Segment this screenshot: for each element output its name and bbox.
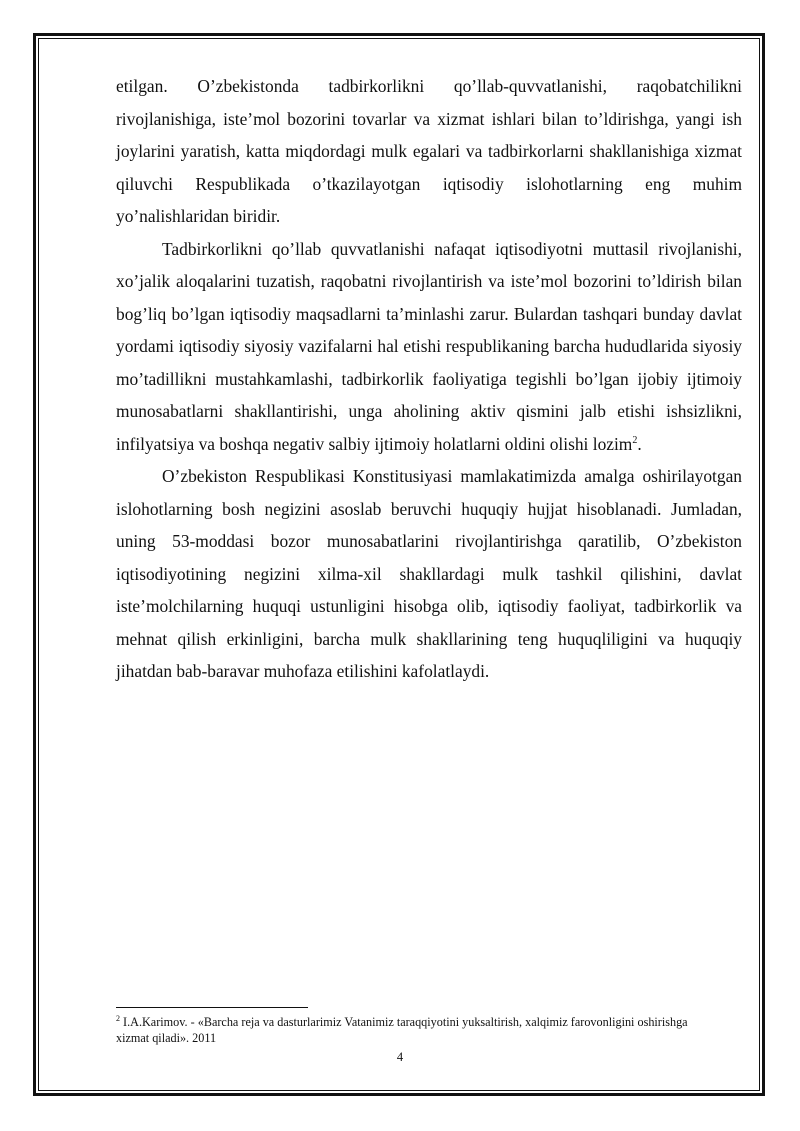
paragraph-2 [116,233,742,461]
paragraph-3-text: O’zbekiston Respublikasi Konstitusiyasi mamlakatimizda amalga oshirilayotgan islohotlarning bosh negizini asoslab beruvchi huquqiy hujjat hisoblanadi. Jumladan, uning 53-moddasi bozor munosabatlarini rivojlantirishga qaratilib, O’zbekiston iqtisodiyotining negizini xilma-xil shakllardagi mulk tashkil qilishini, davlat iste’molchilarning huquqi ustunligini hisobga olib, iqtisodiy faoliyat, tadbirkorlik va mehnat qilish erkinligini, barcha mulk shakllarining teng huquqliligini va huquqiy jihatdan bab-baravar muhofaza etilishini kafolatlaydi. [116,466,742,681]
footnote-text: I.A.Karimov. - «Barcha reja va dasturlarimiz Vatanimiz taraqqiyotini yuksaltirish, xalqimiz farovonligini oshirishga xizmat qiladi». 2011 [116,1015,688,1045]
footnote-reference[interactable]: 2 [632,434,638,446]
paragraph-2-tail: . [637,433,642,454]
footnote-mark: 2 [116,1013,120,1023]
footnote [116,1014,716,1046]
footnote-separator [116,1007,308,1008]
paragraph-1-text: etilgan. O’zbekistonda tadbirkorlikni qo’llab-quvvatlanishi, raqobatchilikni rivojlanishiga, iste’mol bozorini tovarlar va xizmat ishlari bilan to’ldirishga, yangi ish joylarini yaratish, katta miqdordagi mulk egalari va tadbirkorlarni shakllanishiga xizmat qiluvchi Respublikada o’tkazilayotgan iqtisodiy islohotlarning eng muhim yo’nalishlaridan biridir. [116,76,742,226]
paragraph-2-text: Tadbirkorlikni qo’llab quvvatlanishi nafaqat iqtisodiyotni muttasil rivojlanishi, xo’jalik aloqalarini tuzatish, raqobatni rivojlantirish va iste’mol bozorini to’ldirish bilan bog’liq bo’lgan iqtisodiy maqsadlarni ta’minlashi zarur. Bulardan tashqari bunday davlat yordami iqtisodiy siyosiy vazifalarni hal etishi respublikaning barcha hududlarida siyosiy mo’tadillikni mustahkamlashi, tadbirkorlik faoliyatiga tegishli bo’lgan ijobiy ijtimoiy munosabatlarni shakllantirishi, unga aholining aktiv qismini jalb etishi ishsizlikni, infilyatsiya va boshqa negativ salbiy ijtimoiy holatlarni oldini olishi lozim [116,238,742,454]
paragraph-1 [116,70,742,233]
document-body [116,70,742,688]
paragraph-3 [116,460,742,688]
page-number: 4 [396,1050,404,1064]
